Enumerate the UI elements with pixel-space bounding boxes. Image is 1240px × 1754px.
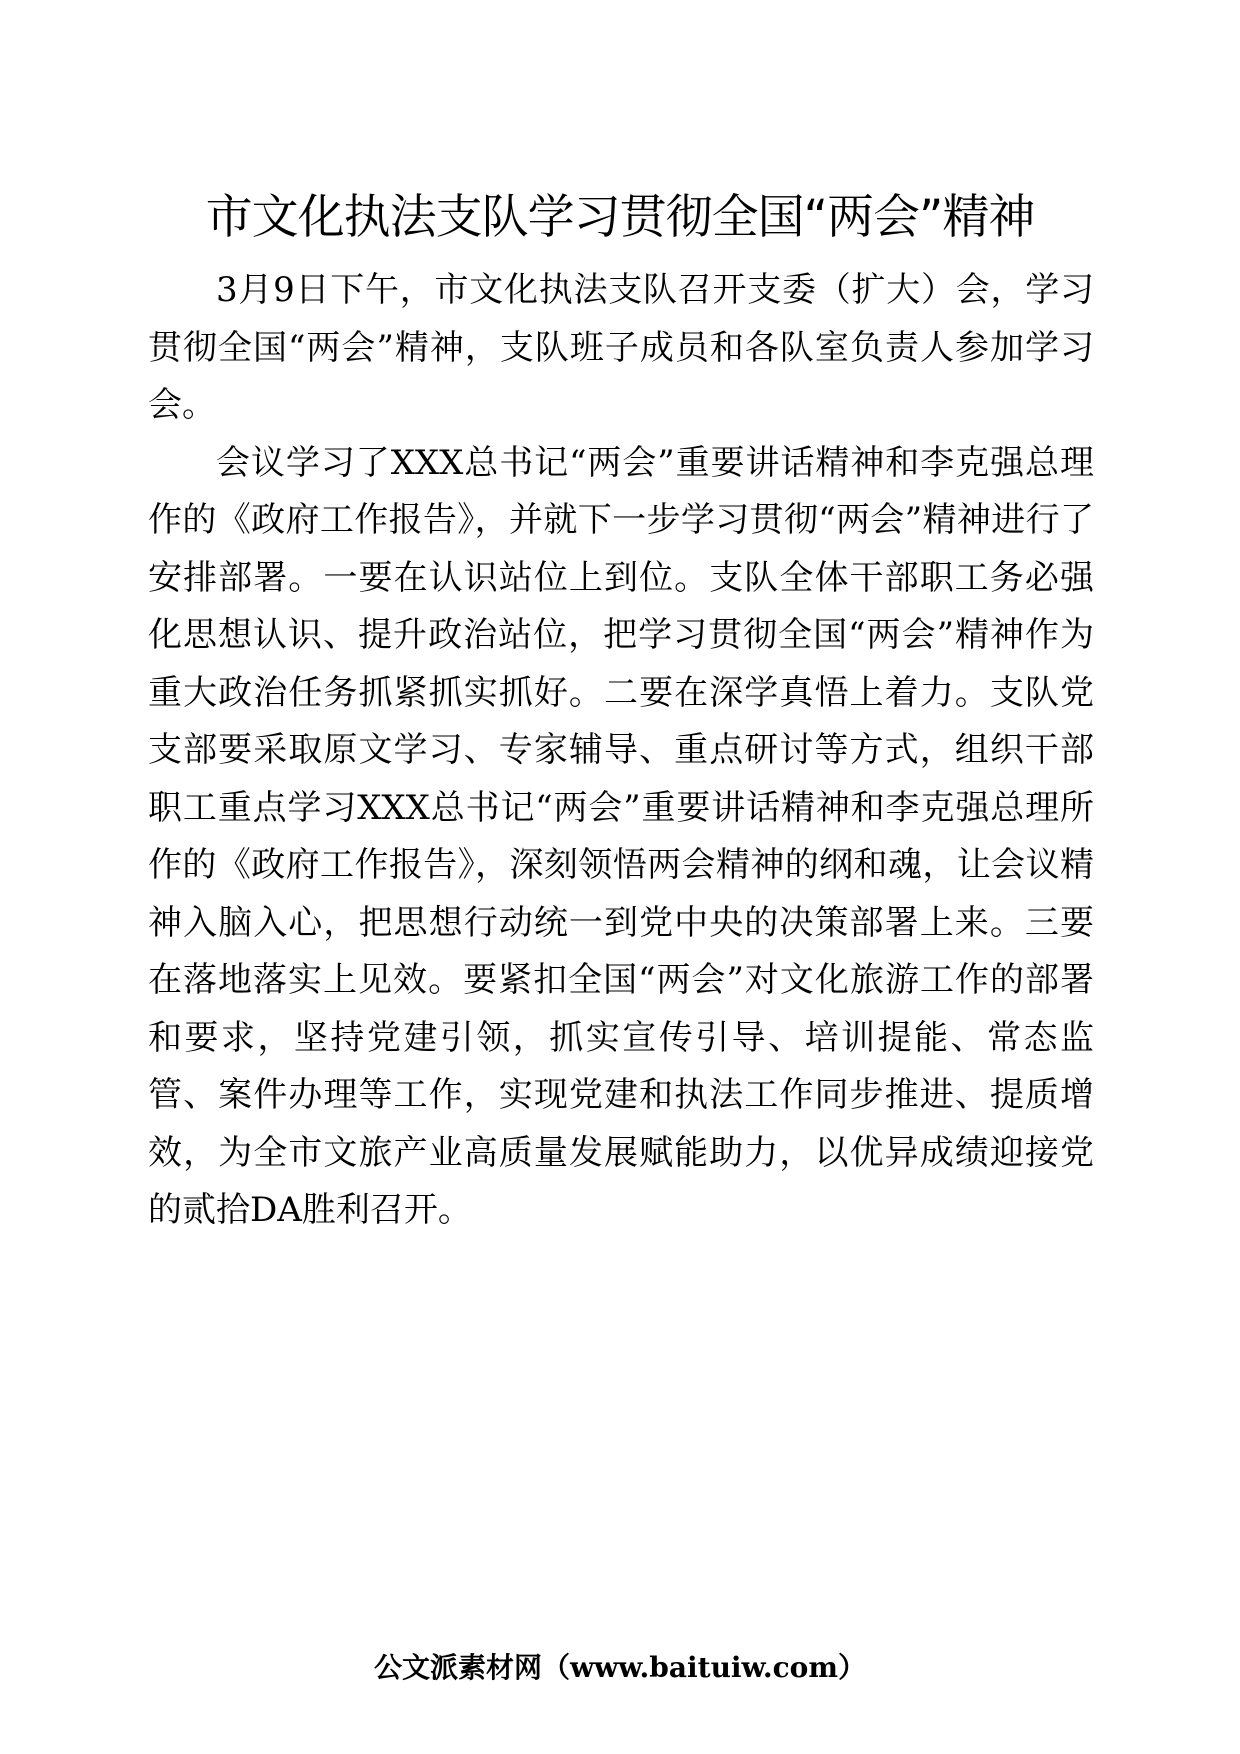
document-title: 市文化执法支队学习贯彻全国“两会”精神 (205, 190, 1035, 245)
paragraph-1: 3月9日下午，市文化执法支队召开支委（扩大）会，学习贯彻全国“两会”精神，支队班子成员和各队室负责人参加学习会。 (148, 270, 1094, 425)
footer-watermark-text: 公文派素材网（www.baituiw.com） (374, 1651, 866, 1684)
paragraph-2: 会议学习了XXX总书记“两会”重要讲话精神和李克强总理作的《政府工作报告》，并就下一步学习贯彻“两会”精神进行了安排部署。一要在认识站位上到位。支队全体干部职工务必强化思想认识、提升政治站位，把学习贯彻全国“两会”精神作为重大政治任务抓紧抓实抓好。二要在深学真悟上着力。支队党支部要采取原文学习、专家辅导、重点研讨等方式，组织干部职工重点学习XXX总书记“两会”重要讲话精神和李克强总理所作的《政府工作报告》，深刻领悟两会精神的纲和魂，让会议精神入脑入心，把思想行动统一到党中央的决策部署上来。三要在落地落实上见效。要紧扣全国“两会”对文化旅游工作的部署和要求，坚持党建引领，抓实宣传引导、培训提能、常态监管、案件办理等工作，实现党建和执法工作同步推进、提质增效，为全市文旅产业高质量发展赋能助力，以优异成绩迎接党的贰拾DA胜利召开。 (148, 442, 1094, 1230)
document-body (148, 262, 1094, 1240)
